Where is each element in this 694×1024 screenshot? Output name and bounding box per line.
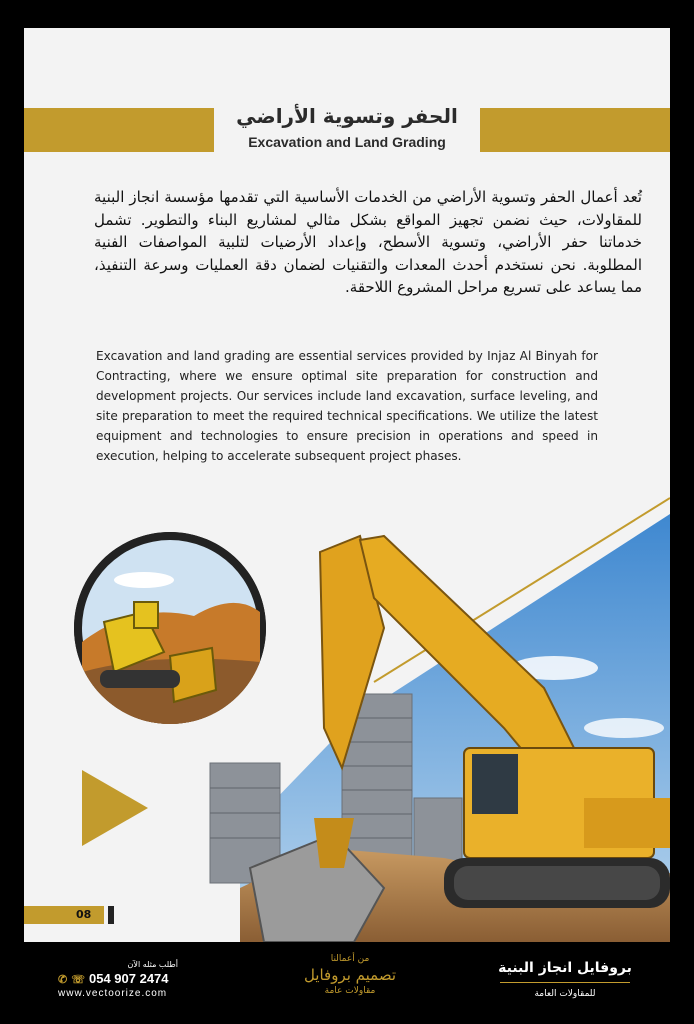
order-now-text: أطلب مثله الآن	[127, 960, 178, 969]
page-number-bar	[24, 906, 104, 924]
phone-line[interactable]	[58, 971, 198, 986]
phone-number: 054 907 2474	[88, 971, 169, 986]
title-band-right	[480, 108, 670, 152]
play-triangle-icon	[82, 770, 148, 846]
section-title	[214, 100, 480, 160]
footer-brand	[490, 960, 640, 999]
bulldozer-photo	[74, 532, 266, 724]
title-band-left	[24, 108, 214, 152]
brochure-page	[24, 28, 670, 942]
website-link[interactable]: www.vectoorize.com	[58, 988, 168, 999]
paragraph-english: Excavation and land grading are essential services provided by Injaz Al Binyah for Contracting, where we ensure optimal site preparation for construction and development projects. Our services include land excavation, surface leveling, and site preparation to meet the required technical specifications. We utilize the latest equipment and technologies to ensure precision in operations and speed in execution, helping to accelerate subsequent project phases.	[96, 349, 598, 463]
footer	[0, 942, 694, 1024]
paragraph-arabic: تُعد أعمال الحفر وتسوية الأراضي من الخدمات الأساسية التي تقدمها مؤسسة انجاز البنية للمقاولات، حيث نضمن تجهيز المواقع بشكل مثالي لمشاريع البناء والتطوير. تشمل خدماتنا حفر الأراضي، وتسوية الأسطح، وإعداد الأرضيات لتلبية المواصفات الفنية المطلوبة. نحن نستخدم أحدث المعدات والتقنيات لضمان دقة العمليات وسرعة التنفيذ، مما يساعد على تسريع مراحل المشروع اللاحقة.	[94, 188, 642, 296]
brand-name: بروفايل انجاز البنية	[498, 960, 632, 976]
brand-subtitle: للمقاولات العامة	[534, 989, 596, 999]
title-english: Excavation and Land Grading	[248, 134, 446, 150]
brand-divider	[500, 982, 630, 983]
title-arabic: الحفر وتسوية الأراضي	[236, 104, 458, 128]
contracting-label: مقاولات عامة	[324, 986, 376, 996]
page-number-marker	[108, 906, 114, 924]
page-number: 08	[76, 908, 92, 921]
footer-contact	[58, 960, 198, 999]
whatsapp-icon: ✆	[58, 974, 68, 986]
footer-works	[270, 954, 430, 996]
phone-icon: ☏	[71, 974, 85, 986]
design-label: تصميم بروفايل	[303, 966, 397, 984]
works-label: من أعمالنا	[330, 954, 370, 964]
